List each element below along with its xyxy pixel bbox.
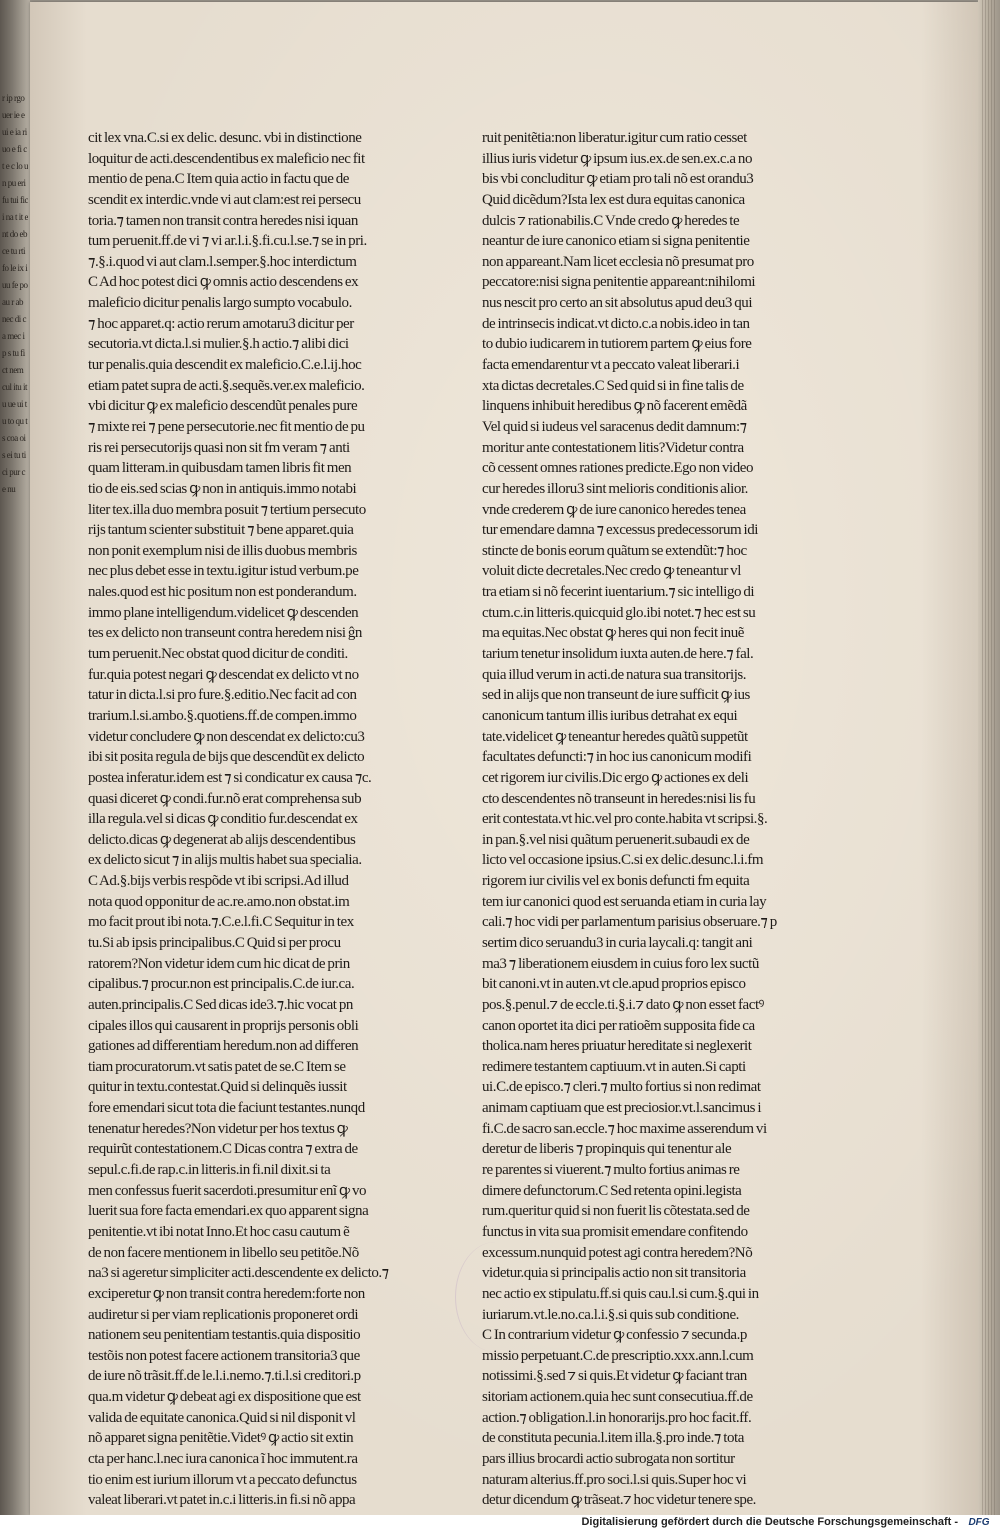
text-line: cali.⁊ hoc vidi per parlamentum parisius obseruare.⁊ p	[482, 914, 777, 931]
text-line: cõ cessent omnes rationes predicte.Ego non video	[482, 460, 754, 477]
text-line: men confessus fuerit sacerdoti.presumitur enĩ ꝙ vo	[88, 1182, 367, 1199]
text-line: nõ apparet signa penitẽtie.Videtꝰ ꝙ actio sit extin	[88, 1430, 354, 1447]
text-line: detur dicendum ꝙ trãseat.⁊ hoc videtur tenere spe.	[482, 1492, 756, 1509]
text-line: penitentie.vt ibi notat Inno.Et hoc casu cautum ẽ	[88, 1223, 350, 1240]
left-text-column	[88, 128, 406, 1511]
text-line: quasi diceret ꝙ condi.fur.nõ erat comprehensa sub	[88, 790, 362, 807]
text-line: tum peruenit.Nec obstat quod dicitur de conditi.	[88, 646, 348, 663]
text-line: illius iuris videtur ꝙ ipsum ius.ex.de sen.ex.c.a no	[482, 150, 752, 167]
text-line: cur heredes illoru3 sint melioris conditionis alior.	[482, 480, 748, 497]
text-line: etiam patet supra de acti.§.sequẽs.ver.ex maleficio.	[88, 377, 365, 394]
text-line: moritur ante contestationem litis?Videtur contra	[482, 439, 744, 456]
text-line: to dubio iudicarem in tutiorem partem ꝙ eius fore	[482, 336, 752, 353]
text-line: bit canoni.vt in auten.vt cle.apud proprios episco	[482, 976, 746, 993]
text-line: tatur in dicta.l.si pro fure.§.editio.Nec facit ad con	[88, 687, 357, 704]
text-line: re parentes si viuerent.⁊ multo fortius animas re	[482, 1162, 740, 1179]
text-line: pos.§.penul.⁊ de eccle.ti.§.i.⁊ dato ꝙ non esset factꝰ	[482, 996, 764, 1013]
text-line: nus nescit pro certo an sit absolutus apud deu3 qui	[482, 295, 753, 312]
text-line: quia illud verum in acti.de natura sua transitorijs.	[482, 666, 747, 683]
text-line: canon oportet ita dici per ratioẽm supposita fide ca	[482, 1017, 755, 1034]
text-line: C Ad hoc potest dici ꝙ omnis actio descendens ex	[88, 274, 359, 291]
text-line: na3 si ageretur simpliciter acti.descendente ex delicto.⁊	[88, 1265, 389, 1282]
text-line: nales.quod est hic positum non est ponderandum.	[88, 584, 357, 601]
text-line: tate.videlicet ꝙ teneantur heredes quãtũ suppetũt	[482, 728, 748, 745]
text-line: cto descendentes nõ transeunt in heredes:nisi lis fu	[482, 790, 756, 807]
text-line: rigorem iur civilis vel ex bonis defuncti fm equita	[482, 873, 750, 890]
text-line: fur.quia potest negari ꝙ descendat ex delicto vt no	[88, 666, 359, 683]
text-line: licto vel occasione ipsius.C.si ex delic.desunc.l.i.fm	[482, 852, 764, 869]
text-line: valeat liberari.vt patet in.c.i litteris.in fi.si nõ appa	[88, 1492, 356, 1509]
text-line: gationes ad differentiam heredum.non ad differen	[88, 1038, 359, 1055]
text-line: redimere testantem captiuum.vt in auten.Si capti	[482, 1058, 746, 1075]
text-line: ratorem?Non videtur idem cum hic dicat de prin	[88, 955, 350, 972]
text-line: voluit dicte decretales.Nec credo ꝙ teneantur vl	[482, 563, 741, 580]
text-line: facultates defuncti:⁊ in hoc ius canonicum modifi	[482, 749, 752, 766]
text-line: mentio de pena.C Item quia actio in factu que de	[88, 171, 349, 188]
text-line: cipales illos qui causarent in proprijs personis obli	[88, 1017, 359, 1034]
text-line: tra etiam si nõ fecerint iuentarium.⁊ sic intelligo di	[482, 584, 755, 601]
text-line: nota quod opponitur de ac.re.amo.non obstat.im	[88, 893, 350, 910]
text-line: ⁊.§.i.quod vi aut clam.l.semper.§.hoc interdictum	[88, 253, 357, 270]
adjacent-page-text: r ip rgo uer ie e ui e ia ri uo e fi ct e c lo un pu eri fu tui fici na t it ent do eb ce tu rti fo le ix iuu fe po au r ab nec di ca mec ip s tu fict nem cul itu itu ue ui tu to qu ts coa ois ei tu tici pur ce nu	[2, 93, 28, 494]
text-line: sed in alijs que non transeunt de iure sufficit ꝙ ius	[482, 687, 750, 704]
text-line: quitur in textu.contestat.Quid si delinquẽs iussit	[88, 1079, 347, 1096]
text-line: de intrinsecis indicat.vt dicto.c.a nobis.ideo in tan	[482, 315, 750, 332]
text-line: iuriarum.vt.le.no.ca.l.i.§.si quis sub conditione.	[482, 1306, 739, 1323]
text-line: liter tex.illa duo membra posuit ⁊ tertium persecuto	[88, 501, 366, 518]
text-line: tes ex delicto non transeunt contra heredem nisi ĝn	[88, 625, 362, 642]
text-line: cipalibus.⁊ procur.non est principalis.C.de iur.ca.	[88, 976, 355, 993]
text-line: scendit ex interdic.vnde vi aut clam:est rei persecu	[88, 191, 361, 208]
text-line: rum.queritur quid si non fuerit lis cõtestata.sed de	[482, 1203, 750, 1220]
text-line: ⁊ hoc apparet.q: actio rerum amotaru3 dicitur per	[88, 315, 354, 332]
page-block-edge	[978, 0, 1000, 1515]
text-line: tiam procuratorum.vt satis patet de se.C Item se	[88, 1058, 346, 1075]
text-line: ctum.c.in litteris.quicquid glo.ibi notet.⁊ hec est su	[482, 604, 756, 621]
text-line: tur emendare damna ⁊ excessus predecessorum idi	[482, 522, 759, 539]
text-line: tarium tenetur insolidum iuxta auten.de here.⁊ fal.	[482, 646, 754, 663]
text-line: requirũt contestationem.C Dicas contra ⁊ extra de	[88, 1141, 358, 1158]
text-line: Vel quid si iudeus vel saracenus dedit damnum:⁊	[482, 418, 747, 435]
text-line: secutoria.vt dicta.l.si mulier.§.h actio.⁊ alibi dici	[88, 336, 349, 353]
text-line: sitoriam actionem.quia hec sunt consecutiua.ff.de	[482, 1389, 753, 1406]
text-line: non appareant.Nam licet ecclesia nõ presumat pro	[482, 253, 754, 270]
text-line: vnde crederem ꝙ de iure canonico heredes tenea	[482, 501, 746, 518]
adjacent-page-edge	[0, 0, 30, 1515]
text-line: testõis non potest facere actionem transitoria3 que	[88, 1347, 360, 1364]
text-line: canonicum tantum illis iuribus detrahat ex equi	[482, 707, 738, 724]
text-line: delicto.dicas ꝙ degenerat ab alijs descendentibus	[88, 831, 356, 848]
text-line: cit lex vna.C.si ex delic. desunc. vbi in distinctione	[88, 130, 362, 146]
text-line: ⁊ mixte rei ⁊ pene persecutorie.nec fit mentio de pu	[88, 418, 365, 435]
text-line: audiretur si per viam replicationis proponeret ordi	[88, 1306, 359, 1323]
text-line: ma equitas.Nec obstat ꝙ heres qui non fecit inuẽ	[482, 625, 744, 642]
text-line: dimere defunctorum.C Sed retenta opini.legista	[482, 1182, 742, 1199]
text-line: excessum.nunquid potest agi contra heredem?Nõ	[482, 1244, 753, 1261]
text-line: fi.C.de sacro san.eccle.⁊ hoc maxime asserendum vi	[482, 1120, 767, 1137]
text-line: missio perpetuant.C.de prescriptio.xxx.ann.l.cum	[482, 1347, 754, 1364]
text-line: C Ad.§.bijs verbis respõde vt ibi scripsi.Ad illud	[88, 873, 349, 890]
text-line: deretur de liberis ⁊ propinquis qui tenentur ale	[482, 1141, 732, 1158]
text-line: tum peruenit.ff.de vi ⁊ vi ar.l.i.§.fi.cu.l.se.⁊ se in pri.	[88, 233, 367, 250]
text-line: nec actio ex stipulatu.ff.si quis cau.l.si cum.§.qui in	[482, 1285, 759, 1302]
text-line: de iure nõ trãsit.ff.de le.l.i.nemo.⁊.ti.l.si creditori.p	[88, 1368, 361, 1385]
text-line: qua.m videtur ꝙ debeat agi ex dispositione que est	[88, 1389, 361, 1406]
text-line: luerit sua fore facta emendari.ex quo apparent signa	[88, 1203, 369, 1220]
text-line: notissimi.§.sed ⁊ si quis.Et videtur ꝙ faciant tran	[482, 1368, 747, 1385]
text-line: bis vbi concluditur ꝙ etiam pro tali nõ est orandu3	[482, 171, 754, 188]
text-line: C In contrarium videtur ꝙ confessio ⁊ secunda.p	[482, 1327, 747, 1344]
text-line: tio de eis.sed scias ꝙ non in antiquis.immo notabi	[88, 480, 357, 497]
text-line: exciperetur ꝙ non transit contra heredem:forte non	[88, 1285, 365, 1302]
text-line: toria.⁊ tamen non transit contra heredes nisi iquan	[88, 212, 358, 229]
text-line: ma3 ⁊ liberationem eiusdem in cuius foro lex suctũ	[482, 955, 759, 972]
text-line: animam captiuam que est preciosior.vt.l.sancimus i	[482, 1100, 762, 1117]
text-line: tenenatur heredes?Non videtur per hos textus ꝙ	[88, 1120, 348, 1137]
text-line: videtur concludere ꝙ non descendat ex delicto:cu3	[88, 728, 365, 745]
text-line: sertim dico seruandu3 in curia laycali.q: tangit ani	[482, 934, 753, 951]
text-line: de non facere mentionem in libello seu petitõe.Nõ	[88, 1244, 359, 1261]
text-line: rijs tantum scienter substituit ⁊ bene apparet.quia	[88, 522, 354, 539]
text-line: tem iur canonici quod est seruanda etiam in curia lay	[482, 893, 767, 910]
text-line: nationem seu penitentiam testantis.quia dispositio	[88, 1327, 361, 1344]
footer-bar	[0, 1515, 1000, 1530]
funding-credit: Digitalisierung gefördert durch die Deutsche Forschungsgemeinschaft -	[581, 1516, 958, 1528]
text-line: ibi sit posita regula de bijs que descendũt ex delicto	[88, 749, 365, 766]
text-line: quam litteram.in quibusdam tamen libris fit men	[88, 460, 352, 477]
text-line: ruit penitẽtia:non liberatur.igitur cum ratio cesset	[482, 130, 747, 146]
text-line: ex delicto sicut ⁊ in alijs multis habet sua specialia.	[88, 852, 362, 869]
text-line: neantur de iure canonico etiam si signa penitentie	[482, 233, 750, 250]
text-line: xta dictas decretales.C Sed quid si in fine talis de	[482, 377, 744, 394]
text-line: nec plus debet esse in textu.igitur istud verbum.pe	[88, 563, 359, 580]
text-line: loquitur de acti.descendentibus ex maleficio nec fit	[88, 150, 365, 167]
dfg-logo: DFG	[968, 1517, 990, 1528]
text-line: linquens inhibuit heredibus ꝙ nõ facerent emẽdã	[482, 398, 747, 415]
text-line: pars illius brocardi actio subrogata non sortitur	[482, 1451, 735, 1467]
text-line: mo facit prout ibi nota.⁊.C.e.l.fi.C Sequitur in tex	[88, 914, 354, 931]
text-line: maleficio dicitur penalis largo sumpto vocabulo.	[88, 295, 352, 312]
text-line: facta emendarentur vt a peccato valeat liberari.i	[482, 357, 740, 374]
text-line: illa regula.vel si dicas ꝙ conditio fur.descendat ex	[88, 811, 358, 828]
text-line: fore emendari sicut tota die faciunt testantes.nunqd	[88, 1100, 365, 1117]
right-text-column	[482, 128, 794, 1511]
text-line: ui.C.de episco.⁊ cleri.⁊ multo fortius si non redimat	[482, 1079, 761, 1096]
text-line: cta per hanc.l.nec iura canonica ĩ hoc immutent.ra	[88, 1451, 358, 1467]
text-line: sepul.c.fi.de rap.c.in litteris.in fi.nil dixit.si ta	[88, 1162, 331, 1179]
text-line: vbi dicitur ꝙ ex maleficio descendũt penales pure	[88, 398, 358, 415]
text-line: immo plane intelligendum.videlicet ꝙ descenden	[88, 604, 359, 621]
text-line: stincte de bonis eorum quãtum se extendũt:⁊ hoc	[482, 542, 747, 559]
text-line: tur penalis.quia descendit ex maleficio.C.e.l.ij.hoc	[88, 357, 362, 374]
text-line: Quid dicẽdum?Ista lex est dura equitas canonica	[482, 191, 745, 208]
text-line: valida de equitate canonica.Quid si nil disponit vl	[88, 1409, 356, 1426]
text-line: tholica.nam heres priuatur hereditate si neglexerit	[482, 1038, 752, 1055]
text-line: in pan.§.vel nisi quãtum peruenerit.subaudi ex de	[482, 831, 750, 848]
text-line: non ponit exemplum nisi de illis duobus membris	[88, 542, 357, 559]
text-line: functus in vita sua promisit emendare confitendo	[482, 1223, 748, 1240]
text-line: videtur.quia si principalis actio non sit transitoria	[482, 1265, 746, 1282]
text-line: dulcis ⁊ rationabilis.C Vnde credo ꝙ heredes te	[482, 212, 740, 229]
text-line: auten.principalis.C Sed dicas ide3.⁊.hic vocat pn	[88, 996, 353, 1013]
text-line: action.⁊ obligation.l.in honorarijs.pro hoc facit.ff.	[482, 1409, 752, 1426]
text-line: cet rigorem iur civilis.Dic ergo ꝙ actiones ex deli	[482, 769, 749, 786]
text-line: postea inferatur.idem est ⁊ si condicatur ex causa ⁊c.	[88, 769, 372, 786]
text-line: tio enim est iurium illorum vt a peccato defunctus	[88, 1471, 357, 1488]
text-line: naturam alterius.ff.pro soci.l.si quis.Super hoc vi	[482, 1471, 747, 1488]
text-line: erit contestata.vt hic.vel pro conte.habita vt scripsi.§.	[482, 811, 768, 828]
text-line: ris rei persecutorijs quasi non sit fm veram ⁊ anti	[88, 439, 350, 456]
page-block-lines	[982, 0, 996, 1515]
text-line: peccatore:nisi signa penitentie appareant:nihilomi	[482, 274, 756, 291]
text-line: tu.Si ab ipsis principalibus.C Quid si per procu	[88, 934, 341, 951]
text-line: trarium.l.si.ambo.§.quotiens.ff.de compen.immo	[88, 707, 357, 724]
text-line: de constituta pecunia.l.item illa.§.pro inde.⁊ tota	[482, 1430, 744, 1447]
